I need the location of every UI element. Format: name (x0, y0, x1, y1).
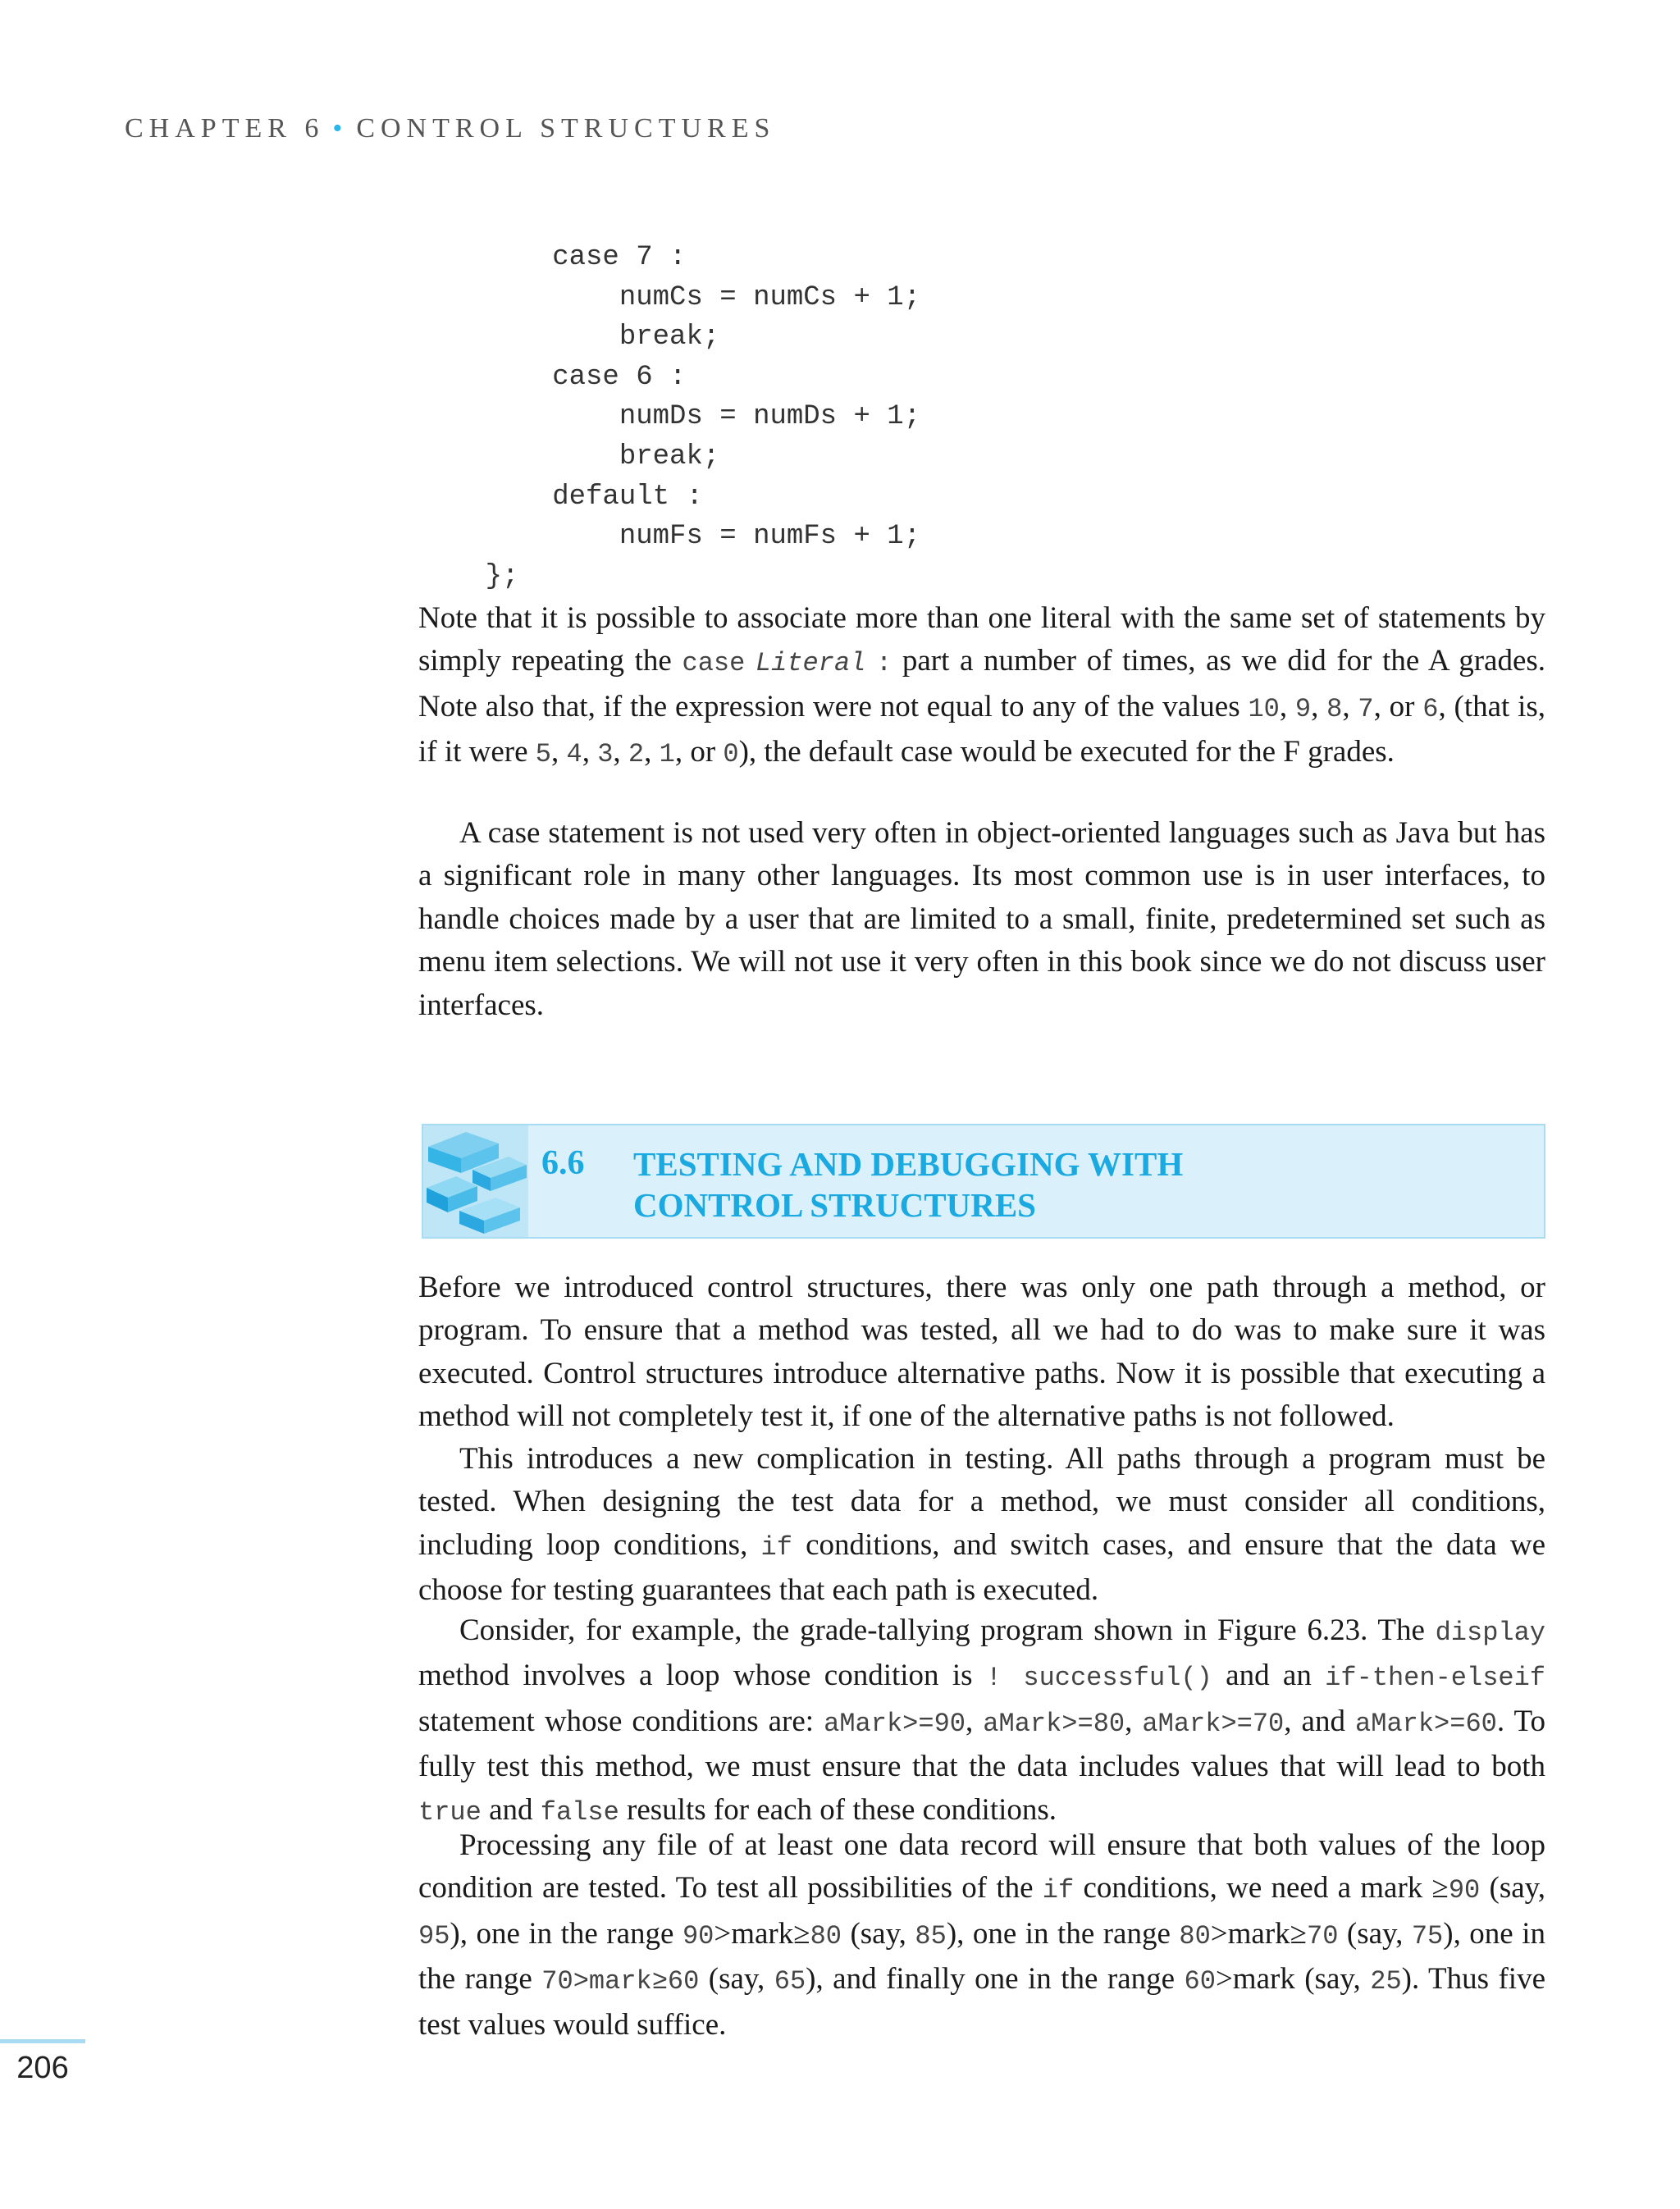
keyboard-keys-icon (423, 1125, 528, 1237)
running-head (125, 113, 775, 144)
code-listing (418, 238, 920, 596)
section-title-line: CONTROL STRUCTURES (633, 1186, 1036, 1224)
code-line: numDs = numDs + 1; (418, 401, 921, 433)
paragraph-testing-complication: This introduces a new complication in testing. All paths through a program must be tested. When designing the test data for a method, we must consider all conditions, including loop conditions, if conditions, and switch cases, and ensure that the data we choose for testing guarantees that each path is executed. (418, 1442, 1546, 1608)
code-line: break; (418, 322, 720, 354)
code-line: break; (418, 440, 720, 472)
paragraph-test-values: Processing any file of at least one data record will ensure that both values of the loop condition are tested. To test all possibilities of the if conditions, we need a mark ≥90 (say, 95), one in the range 90>mark≥80 (say, 85), one in the range 80>mark≥70 (say, 75), one in the range 70>mark≥60 (say, 65), and finally one in the range 60>mark (say, 25). Thus five test values would suffice. (418, 1828, 1546, 2042)
code-line: }; (418, 560, 519, 592)
chapter-label: CHAPTER 6 (125, 113, 325, 144)
page-number-rule (0, 2039, 85, 2043)
chapter-title: CONTROL STRUCTURES (356, 113, 776, 144)
paragraph-case-literals: Note that it is possible to associate more than one literal with the same set of statements by simply repeating the case Literal : part a number of times, as we did for the A grades. Note also that, if the expression were not equal to any of the values 10, 9, 8, 7, or 6, (that is, if it were 5, 4, 3, 2, 1, or 0), the default case would be executed for the F grades. (418, 601, 1546, 770)
code-line: case 7 : (418, 242, 687, 273)
paragraph-paths-intro: Before we introduced control structures, there was only one path through a method, or program. To ensure that a method was tested, all we had to do was to make sure it was executed. Control structures introduce alternative paths. Now it is possible that executing a method will not completely test it, if one of the alternative paths is not followed. (418, 1271, 1545, 1434)
code-line: default : (418, 481, 703, 513)
page-number: 206 (16, 2051, 69, 2085)
code-line: case 6 : (418, 361, 687, 393)
paragraph-grade-example: Consider, for example, the grade-tallying program shown in Figure 6.23. The display method involves a loop whose condition is ! successful() and an if-then-elseif statement whose conditions are: aMark>=90, aMark>=80, aMark>=70, and aMark>=60. To fully test this method, we must ensure that the data includes values that will lead to both true and false results for each of these conditions. (418, 1613, 1546, 1828)
section-title (633, 1143, 1372, 1225)
running-head-bullet: • (332, 113, 349, 144)
section-header (422, 1124, 1545, 1239)
code-line: numFs = numFs + 1; (418, 521, 921, 553)
paragraph-case-usage: A case statement is not used very often in object-oriented languages such as Java but has a significant role in many other languages. Its most common use is in user interfaces, to handle choices made by a user that are limited to a small, finite, predetermined set such as menu item selections. We will not use it very often in this book since we do not discuss user interfaces. (418, 816, 1545, 1022)
section-number: 6.6 (541, 1144, 585, 1182)
code-line: numCs = numCs + 1; (418, 281, 921, 313)
section-title-line: TESTING AND DEBUGGING WITH (633, 1145, 1184, 1183)
